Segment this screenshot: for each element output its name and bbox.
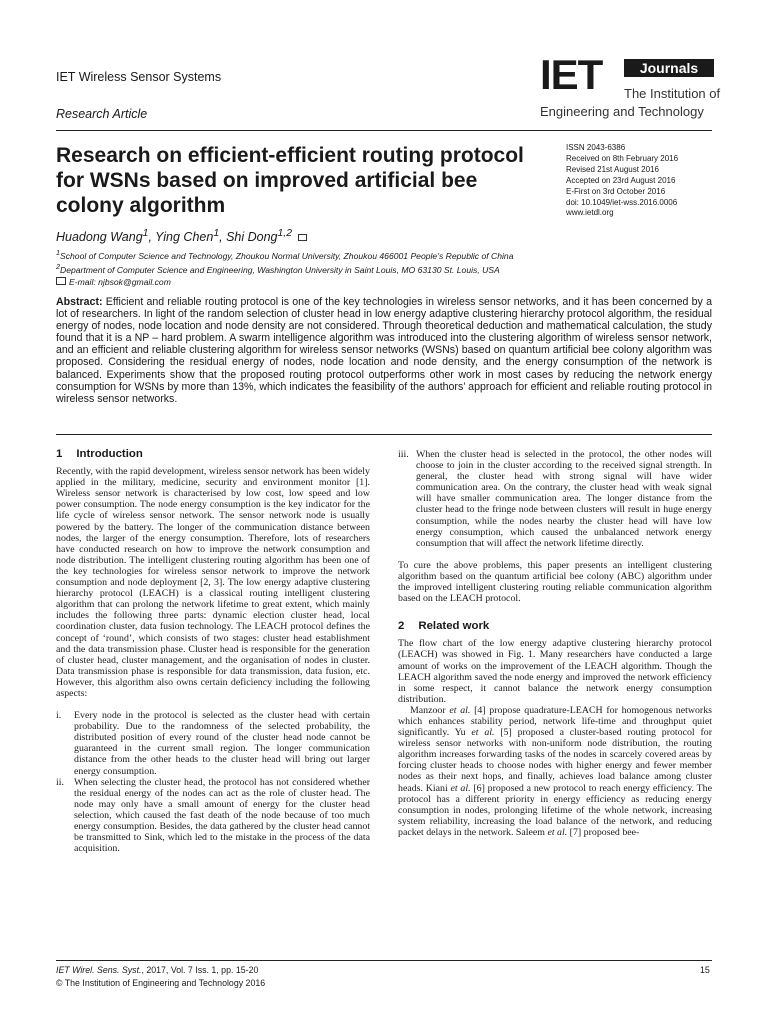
author-name: Ying Chen [155,230,214,245]
list-item-text: When the cluster head is selected in the protocol, the other nodes will choose to join in the cluster according to the received signal strength. In general, the cluster head with strong signal will have wider communication area. On the contrary, the cluster head with weak signal will have smaller communication area. The longer distance from the cluster head to the fringe node between clusters will result in huge energy consumption, while the nodes nearby the cluster head will have low energy consumption, which caused the unbalanced network energy consumption that will affect the network lifetime directly. [416,449,712,549]
list-item [56,777,370,855]
body-column-left [56,449,370,854]
text-run-italic: et al. [449,704,471,716]
journal-abbrev: IET Wirel. Sens. Syst. [56,965,142,975]
section-number: 1 [56,448,63,460]
abstract-text: Efficient and reliable routing protocol is one of the key technologies in wireless sensor networks, and it has been concerned by a lot of researchers. In light of the random selection of cluster head in low energy adaptive clustering hierarchy protocol algorithm, the residual energy of nodes, node location and node density are not considered. Through theoretical deduction and mathematical calculation, the study found that it is a NP – hard problem. A swarm intelligence algorithm was introduced into the clustering algorithm of wireless sensor network, and an efficient and reliable clustering algorithm for wireless sensor networks (WSNs) based on quantum artificial bee colony algorithm was proposed. Considering the residual energy of nodes, node location and node density, and the energy consumption of the network is balanced. Experiments show that the proposed routing protocol outperforms other work in most cases by reducing the network energy consumption for WSNs by more than 13%, which indicates the feasibility of the authors’ approach for efficient and reliable routing protocol in wireless sensor networks. [56,296,712,405]
paragraph-spacer [56,699,370,710]
list-item [56,710,370,777]
abstract-label: Abstract: [56,296,103,308]
author-affiliation-mark: 1 [213,228,220,239]
paper-title: Research on efficient-efficient routing protocol for WSNs based on improved artificial bee colony algorithm [56,144,524,217]
list-item-text: Every node in the protocol is selected as the cluster head with certain probability. Due to the randomness of the selected probability, the distributed position of every round of the cluster head node cannot be guaranteed in the current small region. The longer communication distance from the other heads to the cluster head will bring out larger energy consumption. [74,710,370,777]
paragraph: The flow chart of the low energy adaptive clustering hierarchy protocol (LEACH) was showed in Fig. 1. Many researchers have conducted a large amount of works on the improvement of the LEACH algorithm. Though the LEACH algorithm saved the node energy and improved the network efficiency in some respect, it cannot balance the network energy consumption distribution. [398,638,712,705]
website-link[interactable]: www.ietdl.org [566,208,614,218]
text-run-italic: et al. [547,826,568,838]
author-affiliation-mark: 1,2 [277,228,292,239]
affiliation-1 [56,249,514,261]
section-heading-introduction [56,449,370,460]
logo-badge-label: Journals [639,60,699,76]
email-text[interactable]: E-mail: njbsok@gmail.com [69,277,171,287]
section-heading-related-work [398,621,712,632]
correspondence-email [56,277,171,287]
text-run: [4] propose quadrature-LEACH for homogenous networks which enhances stability period, network life-time and throughput quiet significantly. Yu [398,704,712,739]
affiliation-mark: 2 [56,263,60,271]
list-marker: i. [56,710,62,722]
article-metadata [566,143,716,219]
author-affiliation-mark: 1 [142,228,149,239]
logo-subtitle-line2: Engineering and Technology [540,104,704,119]
paragraph-spacer [398,549,712,560]
footer-citation [56,965,258,975]
article-type: Research Article [56,107,148,121]
list-item [398,449,712,549]
journal-name: IET Wireless Sensor Systems [56,70,222,84]
body-column-right [398,449,712,838]
envelope-icon [298,234,307,241]
header-divider [56,130,712,131]
section-spacer [398,604,712,621]
text-run-italic: et al. [471,727,495,739]
paragraph: Recently, with the rapid development, wireless sensor network has been widely applied in the military, medicine, security and environment monitor [1]. Wireless sensor network is characterised by low cost, low speed and low power consumption. The node energy consumption is the key indicator for the life cycle of wireless sensor network. The sensor network node is usually powered by the battery. The longer of the communication distance between nodes, the larger of the energy consumption. Therefore, lots of researchers have conducted research on how to improve the network consumption and node distribution. The intelligent clustering routing algorithm has been one of the key technologies for wireless sensor network to improve the network consumption and node deployment [2, 3]. The low energy adaptive clustering hierarchy protocol (LEACH) is a classical routing intelligent clustering algorithm that can prolong the network lifetime to great extent, which mainly includes the following three parts: dynamic election cluster head, local coordination cluster, data fusion technology. The LEACH protocol defines the concept of ‘round’, which consists of two stages: cluster head establishment and the data transmission phase. Cluster head is responsible for the generation of cluster head, cluster management, and the organisation of nodes in cluster. Data transmission phase is responsible for data transmission, data fusion, etc. However, this algorithm also owns certain deficiency including the following aspects: [56,466,370,699]
affiliation-text: School of Computer Science and Technology, Zhoukou Normal University, Zhoukou 466001 People’s Republic of China [59,250,514,261]
list-marker: ii. [56,776,64,788]
footer-divider [56,960,712,961]
text-run-italic: et al. [450,782,471,794]
logo-wordmark: IET [540,51,603,98]
section-title: Introduction [76,448,143,460]
efirst-date: E-First on 3rd October 2016 [566,186,666,196]
text-run: [5] proposed a cluster-based routing protocol for wireless sensor networks with non-uniform node distribution, the routing algorithm increases forwarding tasks of the nodes in scarcely covered areas by forcing cluster heads to choose nodes with higher energy and fewer member nodes as their next hops, and finally, achieves load balance among cluster heads. Kiani [398,727,712,794]
section-number: 2 [398,620,405,633]
abstract-divider [56,434,712,435]
revised-date: Revised 21st August 2016 [566,164,659,174]
list-item-text: When selecting the cluster head, the protocol has not considered whether the residual energy of the nodes can act as the role of cluster head. The node may only have a small amount of energy for the cluster head selection, which caused the fast death of the node because of too much energy consumption. Besides, the data gathered by the cluster head cannot be transmitted to Sink, which led to the mistake in the process of the data acquisition. [74,776,370,855]
footer-copyright: © The Institution of Engineering and Technology 2016 [56,978,266,988]
accepted-date: Accepted on 23rd August 2016 [566,175,676,185]
list-marker: iii. [398,449,409,460]
page-number: 15 [700,965,710,975]
paragraph [398,705,712,838]
author-name: Shi Dong [226,230,278,245]
issn: ISSN 2043-6386 [566,143,626,152]
text-run: [6] proposed a new protocol to reach energy efficiency. The protocol has a different priority in energy efficiency as reducing energy consumption in nodes, prolonging lifetime of the whole network, increasing system reliability, increasing the load balance of the network, and reducing packet delays in the network. Saleem [398,782,712,838]
abstract [56,296,712,405]
author-name: Huadong Wang [56,230,143,245]
section-title: Related work [418,620,490,633]
envelope-icon [56,277,66,285]
affiliation-2 [56,263,500,275]
citation-details: , 2017, Vol. 7 Iss. 1, pp. 15-20 [141,965,259,975]
affiliation-text: Department of Computer Science and Engineering, Washington University in Saint Louis, MO 63130 St. Louis, USA [59,264,500,275]
text-run: Manzoor [410,704,450,716]
paragraph: To cure the above problems, this paper presents an intelligent clustering algorithm based on the quantum artificial bee colony (ABC) algorithm under the improved intelligent clustering routing reliable communication algorithm based on the LEACH protocol. [398,559,712,605]
author-list: Huadong Wang$^1$, Ying Chen$^1$, Shi Dong$^{1,2}$ [56,228,307,244]
publisher-logo [540,51,721,122]
text-run: [7] proposed bee- [567,826,640,838]
affiliation-mark: 1 [56,249,60,257]
logo-subtitle-line1: The Institution of [624,86,721,101]
received-date: Received on 8th February 2016 [566,153,679,163]
doi[interactable]: doi: 10.1049/iet-wss.2016.0006 [566,197,678,207]
